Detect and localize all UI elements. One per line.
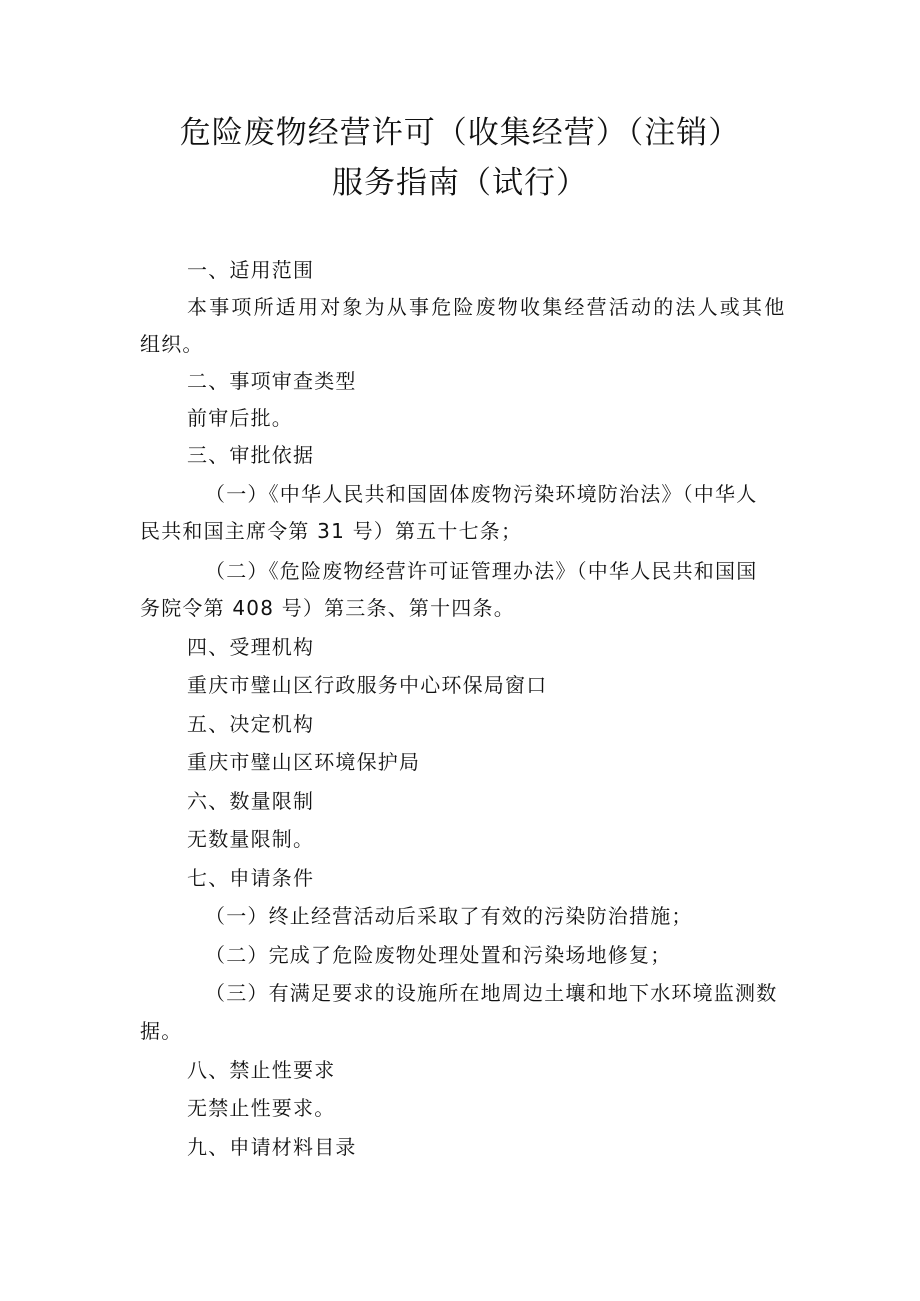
paragraph-deciding-agency: 重庆市璧山区环境保护局 <box>187 750 421 774</box>
paragraph-accepting-agency: 重庆市璧山区行政服务中心环保局窗口 <box>187 673 548 697</box>
paragraph-scope: 本事项所适用对象为从事危险废物收集经营活动的法人或其他 <box>187 295 787 319</box>
paragraph-prohibitions: 无禁止性要求。 <box>187 1096 336 1120</box>
paragraph-condition-1: （一）终止经营活动后采取了有效的污染防治措施； <box>205 904 693 928</box>
paragraph-legal-basis-2-continued: 务院令第 408 号）第三条、第十四条。 <box>140 596 515 620</box>
section-heading-legal-basis: 三、审批依据 <box>187 443 315 467</box>
document-title-line-1: 危险废物经营许可（收集经营）（注销） <box>179 115 741 151</box>
section-heading-review-type: 二、事项审查类型 <box>187 369 357 393</box>
paragraph-legal-basis-1: （一）《中华人民共和国固体废物污染环境防治法》（中华人 <box>205 482 758 506</box>
paragraph-scope-continued: 组织。 <box>140 332 204 356</box>
paragraph-condition-2: （二）完成了危险废物处理处置和污染场地修复； <box>205 943 672 967</box>
section-heading-accepting-agency: 四、受理机构 <box>187 635 315 659</box>
paragraph-quantity-limit: 无数量限制。 <box>187 827 315 851</box>
paragraph-review-type: 前审后批。 <box>187 406 293 430</box>
section-heading-prohibitions: 八、禁止性要求 <box>187 1058 336 1082</box>
section-heading-quantity-limit: 六、数量限制 <box>187 789 315 813</box>
section-heading-conditions: 七、申请条件 <box>187 866 315 890</box>
document-title-line-2: 服务指南（试行） <box>332 165 588 201</box>
section-heading-materials: 九、申请材料目录 <box>187 1135 357 1159</box>
paragraph-condition-3: （三）有满足要求的设施所在地周边土壤和地下水环境监测数 <box>205 981 778 1005</box>
paragraph-legal-basis-2: （二）《危险废物经营许可证管理办法》（中华人民共和国国 <box>205 559 758 583</box>
paragraph-condition-3-continued: 据。 <box>140 1019 183 1043</box>
paragraph-legal-basis-1-continued: 民共和国主席令第 31 号）第五十七条； <box>140 519 523 543</box>
section-heading-scope: 一、适用范围 <box>187 258 315 282</box>
section-heading-deciding-agency: 五、决定机构 <box>187 712 315 736</box>
